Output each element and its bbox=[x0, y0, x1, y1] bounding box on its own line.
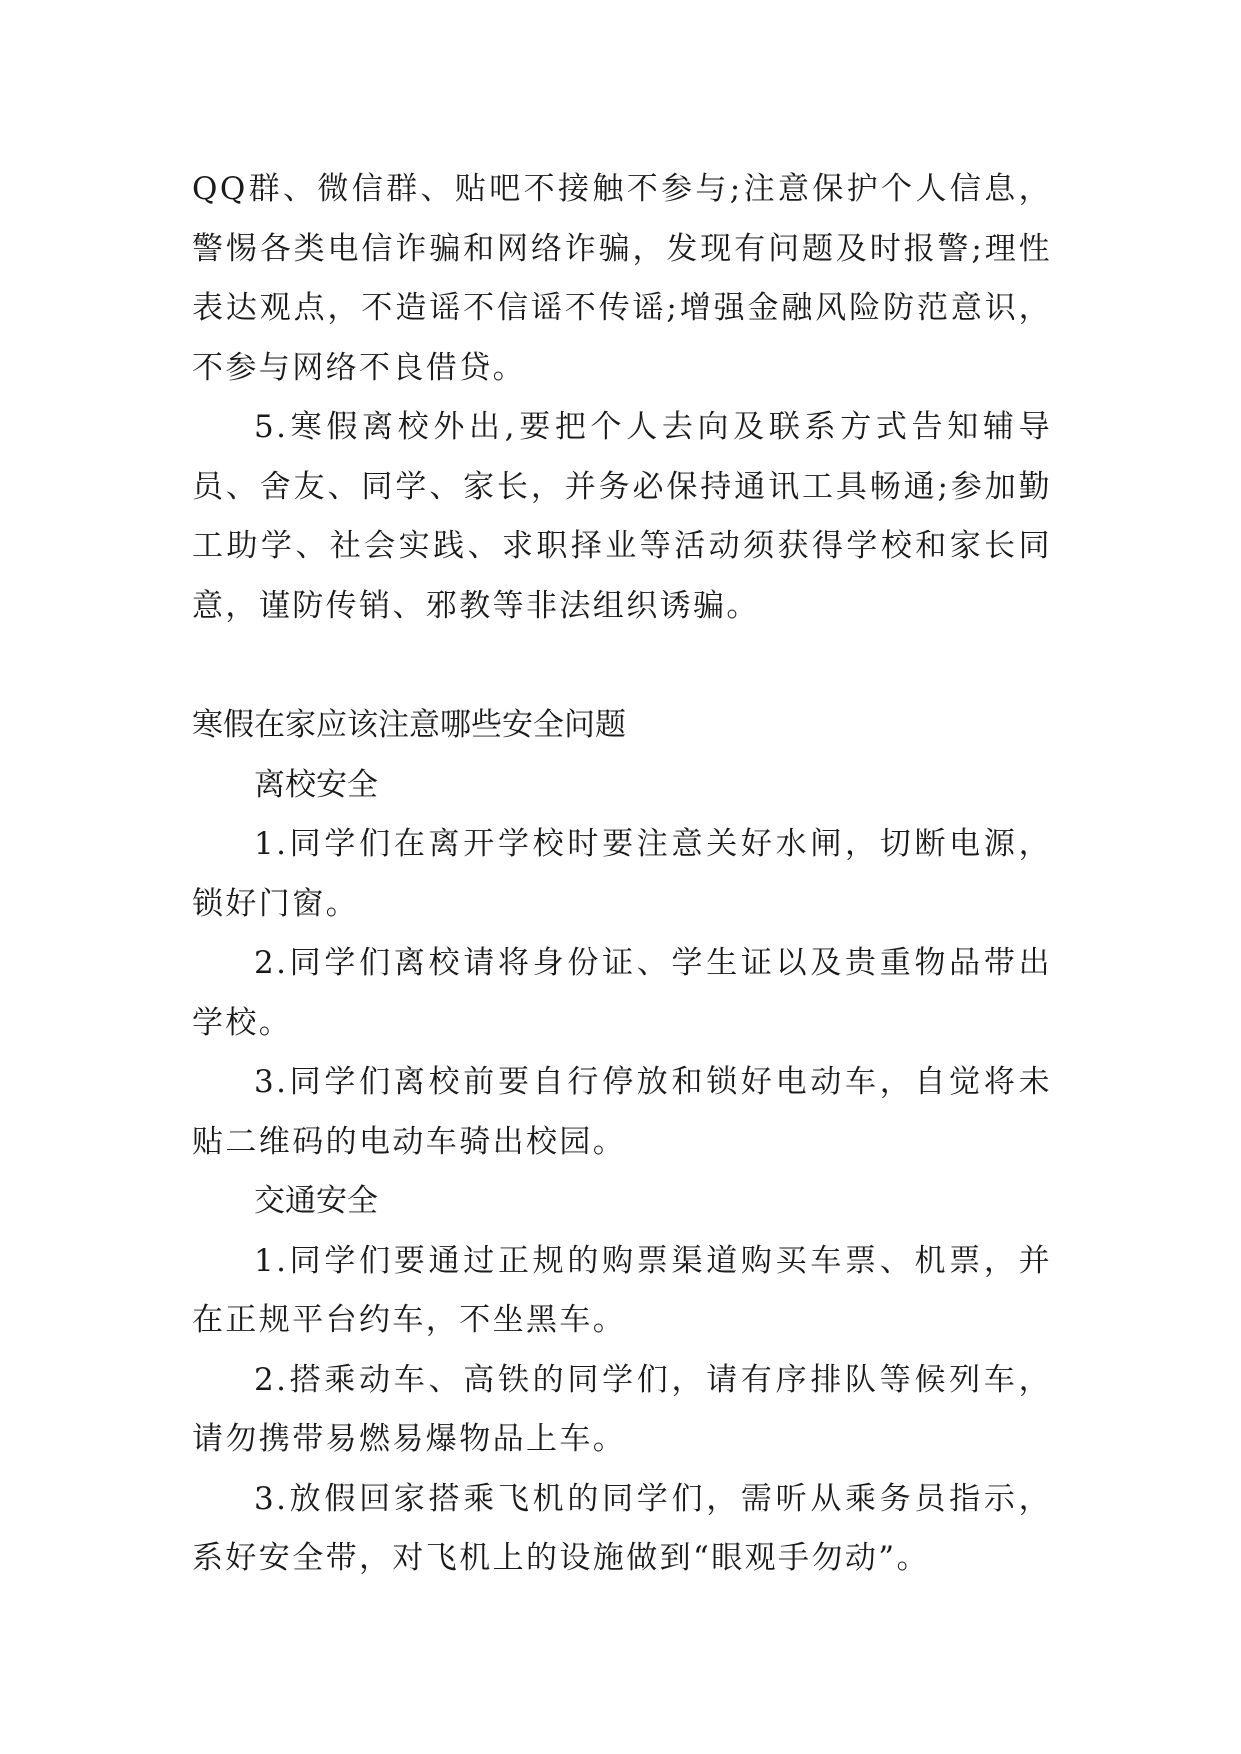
section-title: 寒假在家应该注意哪些安全问题 bbox=[192, 707, 626, 743]
list-item: 2.搭乘动车、高铁的同学们，请有序排队等候列车，请勿携带易燃易爆物品上车。 bbox=[192, 1361, 1052, 1457]
subheading-traffic-safety: 交通安全 bbox=[254, 1183, 378, 1219]
paragraph-network-safety: QQ群、微信群、贴吧不接触不参与;注意保护个人信息，警惕各类电信诈骗和网络诈骗，发现有问题及时报警;理性表达观点，不造谣不信谣不传谣;增强金融风险防范意识，不参与网络不良借贷。 bbox=[192, 171, 1052, 386]
list-item: 3.同学们离校前要自行停放和锁好电动车，自觉将未贴二维码的电动车骑出校园。 bbox=[192, 1064, 1052, 1160]
list-item: 1.同学们在离开学校时要注意关好水闸，切断电源，锁好门窗。 bbox=[192, 826, 1052, 922]
list-item: 2.同学们离校请将身份证、学生证以及贵重物品带出学校。 bbox=[192, 945, 1052, 1041]
document-body bbox=[192, 160, 1052, 1589]
paragraph-leaving-school-outing: 5.寒假离校外出,要把个人去向及联系方式告知辅导员、舍友、同学、家长，并务必保持通讯工具畅通;参加勤工助学、社会实践、求职择业等活动须获得学校和家长同意，谨防传销、邪教等非法组织诱骗。 bbox=[192, 409, 1052, 624]
subheading-leave-school-safety: 离校安全 bbox=[254, 766, 378, 803]
list-item: 3.放假回家搭乘飞机的同学们，需听从乘务员指示，系好安全带，对飞机上的设施做到“眼观手勿动”。 bbox=[192, 1480, 1052, 1576]
list-item: 1.同学们要通过正规的购票渠道购买车票、机票，并在正规平台约车，不坐黑车。 bbox=[192, 1242, 1052, 1338]
